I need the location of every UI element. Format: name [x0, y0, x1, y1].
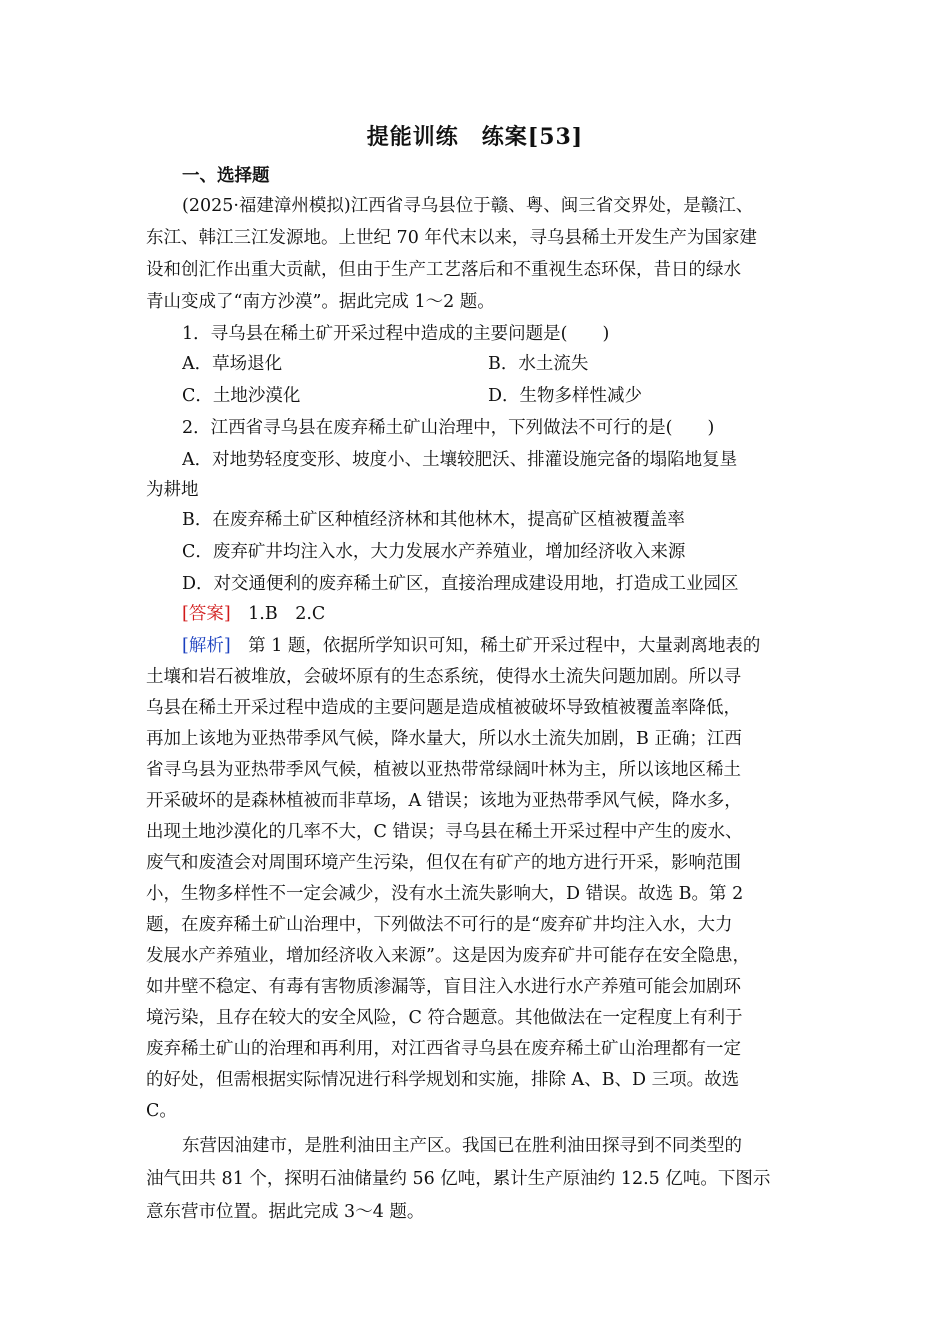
analysis-line: C。 — [146, 1101, 177, 1121]
question-2-option-c: C．废弃矿井均注入水，大力发展水产养殖业，增加经济收入来源 — [182, 542, 686, 562]
analysis-line: 的好处，但需根据实际情况进行科学规划和实施，排除 A、B、D 三项。故选 — [146, 1070, 740, 1090]
question-2-option-d: D．对交通便利的废弃稀土矿区，直接治理成建设用地，打造成工业园区 — [182, 574, 739, 594]
section-heading: 一、选择题 — [182, 166, 270, 186]
analysis-line: 土壤和岩石被堆放，会破坏原有的生态系统，使得水土流失问题加剧。所以寻 — [146, 667, 741, 687]
analysis-tag: [解析] — [182, 636, 231, 656]
analysis-line: 乌县在稀土开采过程中造成的主要问题是造成植被破坏导致植被覆盖率降低， — [146, 698, 741, 718]
analysis-line: 开采破坏的是森林植被而非草场，A 错误；该地为亚热带季风气候，降水多， — [146, 791, 742, 811]
page-title: 提能训练 练案[53] — [366, 124, 584, 150]
intro-line-2: 东江、韩江三江发源地。上世纪 70 年代末以来，寻乌县稀土开发生产为国家建 — [146, 228, 757, 248]
analysis-line: 再加上该地为亚热带季风气候，降水量大，所以水土流失加剧，B 正确；江西 — [146, 729, 742, 749]
analysis-line: 废气和废渣会对周围环境产生污染，但仅在有矿产的地方进行开采，影响范围 — [146, 853, 741, 873]
question-2-option-a: A．对地势轻度变形、坡度小、土壤较肥沃、排灌设施完备的塌陷地复垦 — [182, 450, 738, 470]
analysis-line: 出现土地沙漠化的几率不大，C 错误；寻乌县在稀土开采过程中产生的废水、 — [146, 822, 743, 842]
intro-line-3: 设和创汇作出重大贡献，但由于生产工艺落后和不重视生态环保，昔日的绿水 — [146, 260, 741, 280]
intro2-line-3: 意东营市位置。据此完成 3～4 题。 — [146, 1202, 425, 1222]
analysis-line: 境污染，且存在较大的安全风险，C 符合题意。其他做法在一定程度上有利于 — [146, 1008, 743, 1028]
analysis-line: 废弃稀土矿山的治理和再利用，对江西省寻乌县在废弃稀土矿山治理都有一定 — [146, 1039, 741, 1059]
analysis-line: 小，生物多样性不一定会减少，没有水土流失影响大，D 错误。故选 B。第 2 — [146, 884, 744, 904]
intro2-line-2: 油气田共 81 个，探明石油储量约 56 亿吨，累计生产原油约 12.5 亿吨。下图示 — [146, 1169, 771, 1189]
intro2-line-1: 东营因油建市，是胜利油田主产区。我国已在胜利油田探寻到不同类型的 — [182, 1136, 742, 1156]
analysis-line-1 — [182, 630, 822, 662]
question-1-stem: 1．寻乌县在稀土矿开采过程中造成的主要问题是( ) — [182, 324, 610, 344]
answer-tag: [答案] — [182, 604, 231, 624]
analysis-line: 省寻乌县为亚热带季风气候，植被以亚热带常绿阔叶林为主，所以该地区稀土 — [146, 760, 741, 780]
intro-line-1: (2025·福建漳州模拟)江西省寻乌县位于赣、粤、闽三省交界处，是赣江、 — [182, 196, 754, 216]
answer-line — [182, 598, 822, 630]
intro-line-4: 青山变成了“南方沙漠”。据此完成 1～2 题。 — [146, 292, 495, 312]
question-1-option-b: B．水土流失 — [488, 354, 589, 374]
question-2-option-a-cont: 为耕地 — [146, 480, 199, 500]
question-2-option-b: B．在废弃稀土矿区种植经济林和其他林木，提高矿区植被覆盖率 — [182, 510, 685, 530]
analysis-line: 题，在废弃稀土矿山治理中，下列做法不可行的是“废弃矿井均注入水，大力 — [146, 915, 733, 935]
analysis-line: 发展水产养殖业，增加经济收入来源”。这是因为废弃矿井可能存在安全隐患， — [146, 946, 750, 966]
question-1-option-c: C．土地沙漠化 — [182, 386, 301, 406]
analysis-first-text: 第 1 题，依据所学知识可知，稀土矿开采过程中，大量剥离地表的 — [230, 636, 761, 656]
question-2-stem: 2．江西省寻乌县在废弃稀土矿山治理中，下列做法不可行的是( ) — [182, 418, 715, 438]
question-1-option-d: D．生物多样性减少 — [488, 386, 643, 406]
question-1-option-a: A．草场退化 — [182, 354, 283, 374]
answer-text: 1.B 2.C — [230, 604, 326, 624]
analysis-line: 如井壁不稳定、有毒有害物质渗漏等，盲目注入水进行水产养殖可能会加剧环 — [146, 977, 741, 997]
